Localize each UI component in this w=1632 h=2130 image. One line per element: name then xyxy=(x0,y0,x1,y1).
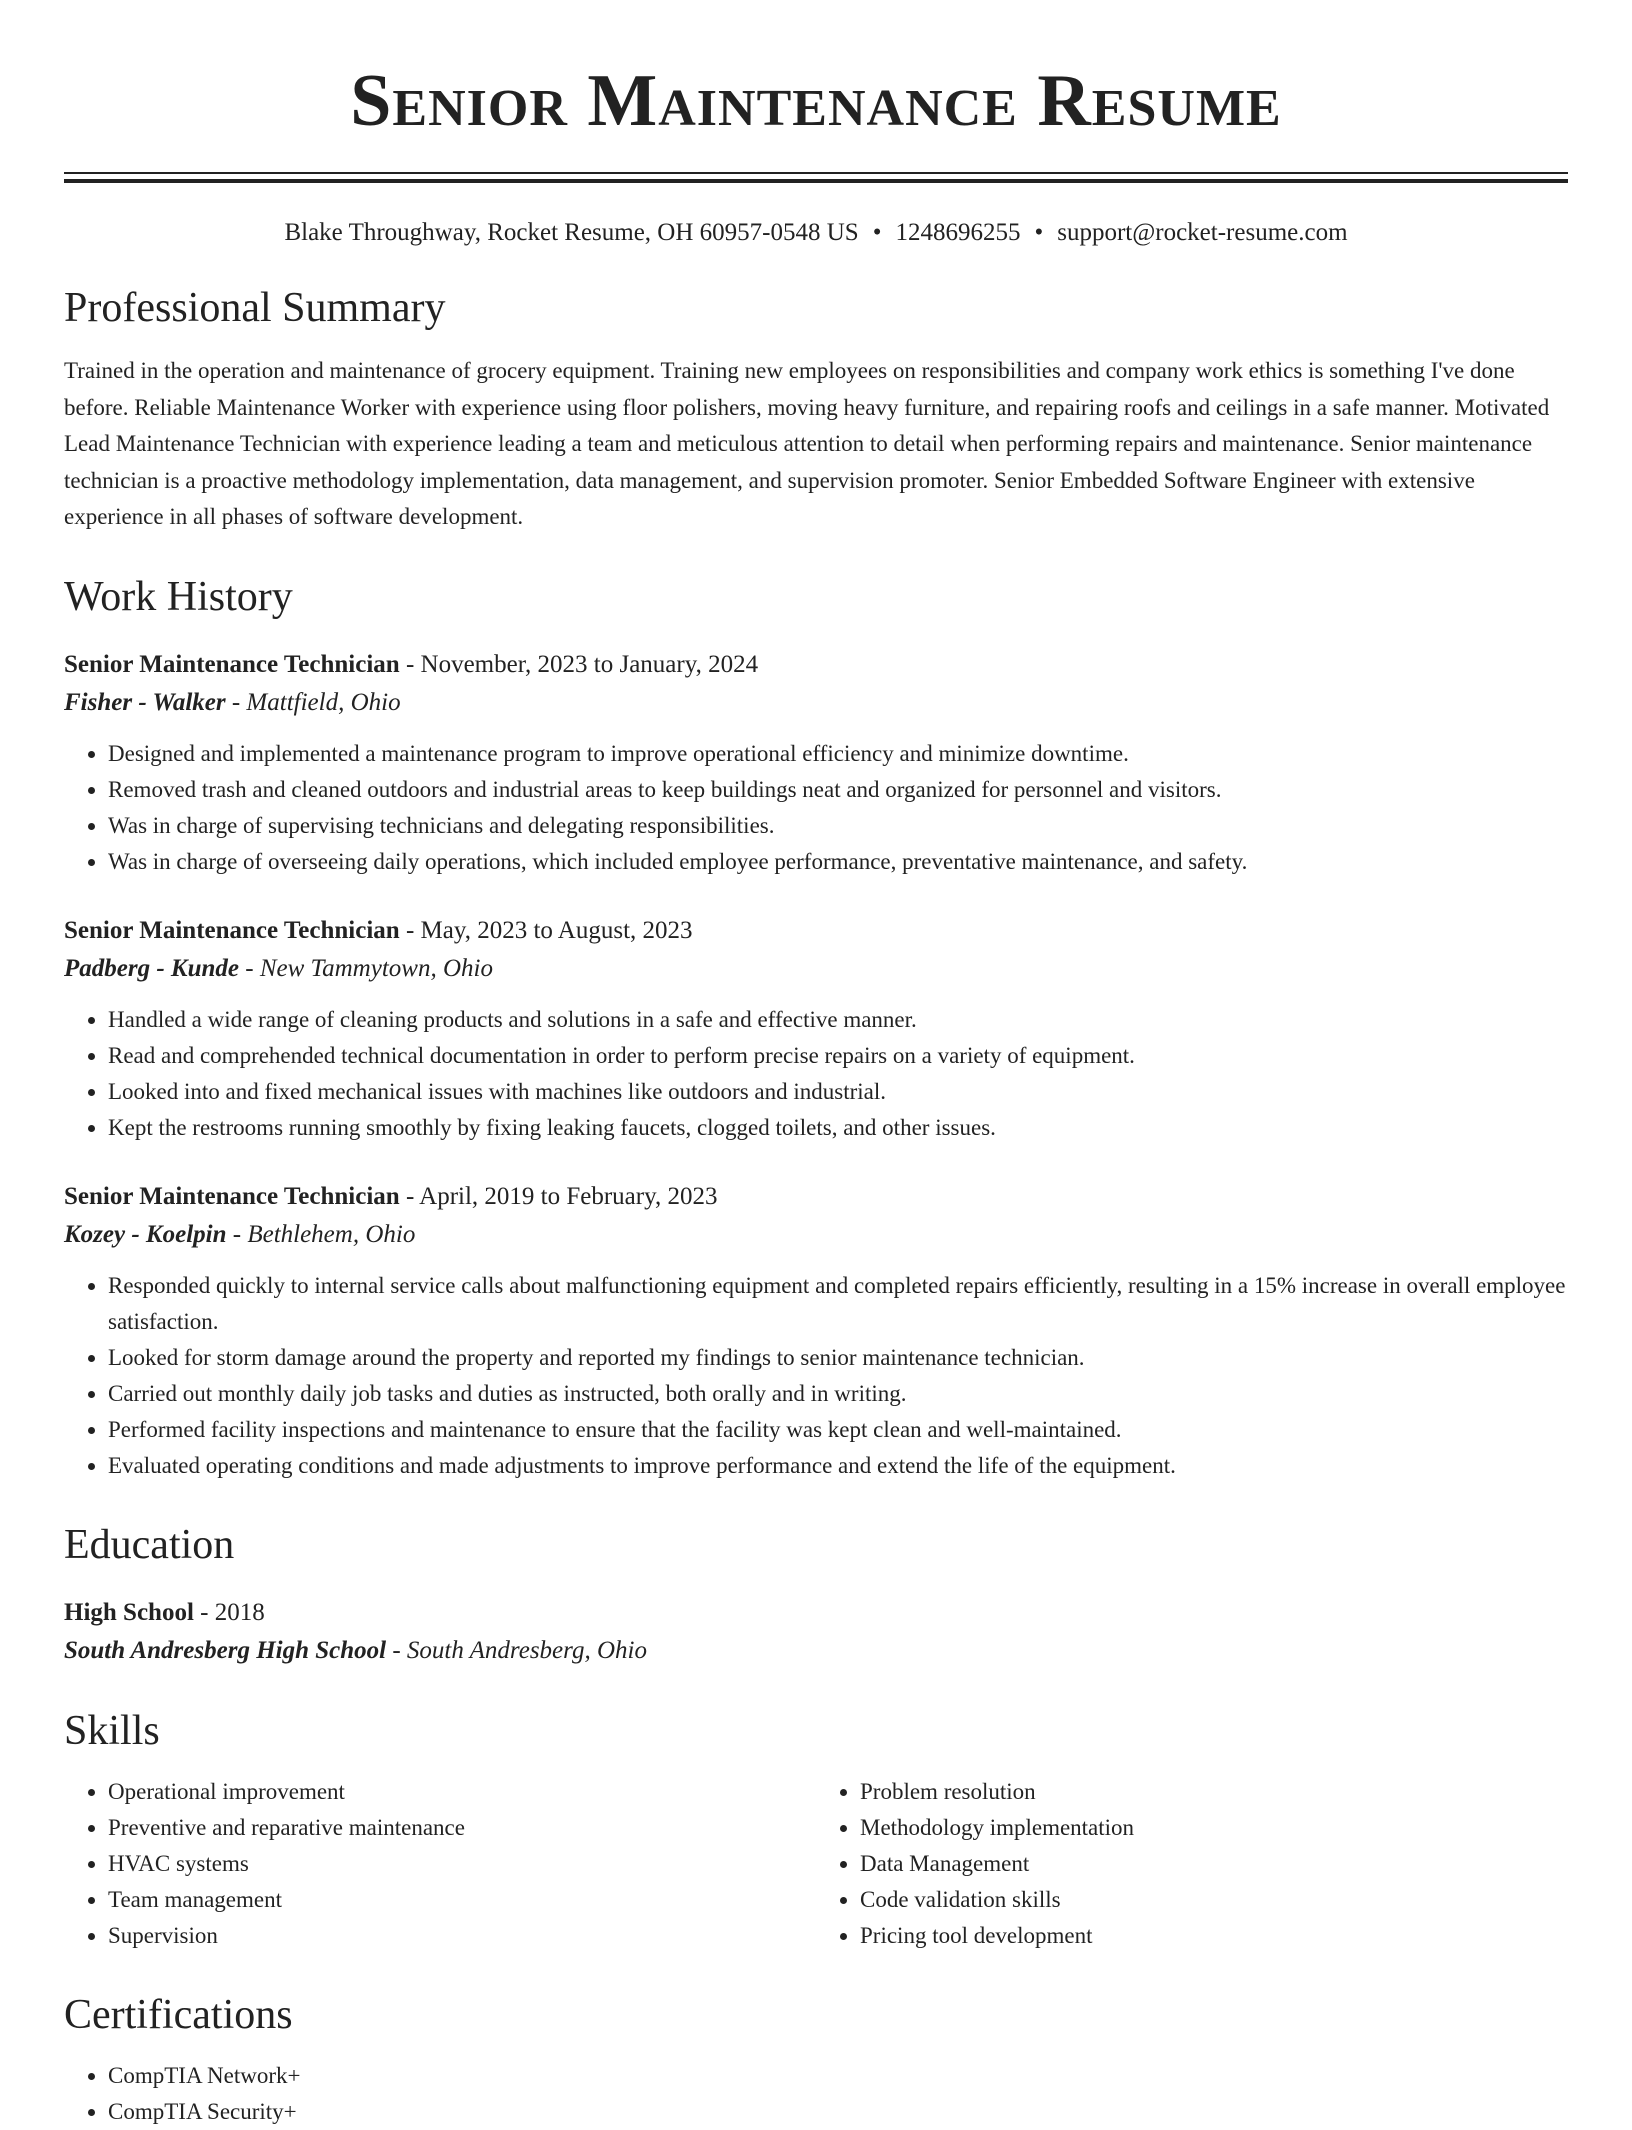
certification-item: • CompTIA Security+ xyxy=(108,2094,1568,2130)
job-title-line xyxy=(64,646,1568,684)
employer-location: - Bethlehem, Ohio xyxy=(226,1220,416,1248)
job-dates: - May, 2023 to August, 2023 xyxy=(399,916,693,944)
job-title-line xyxy=(64,912,1568,950)
skill-item: • Problem resolution xyxy=(860,1774,1568,1810)
skills-list-right xyxy=(816,1774,1568,1954)
employer-name: Kozey - Koelpin xyxy=(64,1220,227,1248)
skill-item: • Operational improvement xyxy=(108,1774,816,1810)
contact-address: Blake Throughway, Rocket Resume, OH 60957-0548 US xyxy=(284,219,859,246)
contact-phone: 1248696255 xyxy=(895,219,1021,246)
job-duty: • Removed trash and cleaned outdoors and industrial areas to keep buildings neat and organized for personnel and visitors. xyxy=(108,772,1568,808)
employer-location: - Mattfield, Ohio xyxy=(225,688,401,716)
job-duties-list xyxy=(64,1002,1568,1146)
job-entry xyxy=(64,1178,1568,1484)
job-title: Senior Maintenance Technician xyxy=(64,916,400,944)
job-title: Senior Maintenance Technician xyxy=(64,1182,400,1210)
job-duty: • Handled a wide range of cleaning products and solutions in a safe and effective manner. xyxy=(108,1002,1568,1038)
resume-title: Senior Maintenance Resume xyxy=(350,60,1282,142)
contact-email: support@rocket-resume.com xyxy=(1057,219,1348,246)
job-duty: • Looked for storm damage around the property and reported my findings to senior maintenance technician. xyxy=(108,1340,1568,1376)
job-duty: • Responded quickly to internal service calls about malfunctioning equipment and completed repairs efficiently, resulting in a 15% increase in overall employee satisfaction. xyxy=(108,1268,1568,1340)
job-duty: • Read and comprehended technical documentation in order to perform precise repairs on a variety of equipment. xyxy=(108,1038,1568,1074)
skill-item: • Team management xyxy=(108,1882,816,1918)
skill-item: • Methodology implementation xyxy=(860,1810,1568,1846)
work-history-heading: Work History xyxy=(64,573,293,620)
degree: High School xyxy=(64,1599,194,1627)
job-entry xyxy=(64,646,1568,880)
summary-text: Trained in the operation and maintenance of grocery equipment. Training new employees on responsibilities and company work ethics is something I've done before. Reliable Maintenance Worker with experience using floor polishers, moving heavy furniture, and repairing roofs and ceilings in a safe manner. Motivated Lead Maintenance Technician with experience leading a team and meticulous attention to detail when performing repairs and maintenance. Senior maintenance technician is a proactive methodology implementation, data management, and supervision promoter. Senior Embedded Software Engineer with extensive experience in all phases of software development. xyxy=(64,358,1550,530)
education-entry xyxy=(64,1594,1568,1670)
employer-location: - New Tammytown, Ohio xyxy=(239,954,493,982)
school-line xyxy=(64,1632,1568,1670)
employer-name: Fisher - Walker xyxy=(64,688,226,716)
contact-separator: • xyxy=(1034,219,1044,246)
employer-line xyxy=(64,684,1568,722)
resume-page xyxy=(64,0,1568,2130)
contact-separator: • xyxy=(872,219,882,246)
contact-line xyxy=(64,219,1568,247)
job-duty: • Designed and implemented a maintenance program to improve operational efficiency and minimize downtime. xyxy=(108,736,1568,772)
job-duty: • Evaluated operating conditions and made adjustments to improve performance and extend the life of the equipment. xyxy=(108,1448,1568,1484)
job-dates: - April, 2019 to February, 2023 xyxy=(399,1182,718,1210)
degree-line xyxy=(64,1594,1568,1632)
skill-item: • Preventive and reparative maintenance xyxy=(108,1810,816,1846)
job-duties-list xyxy=(64,736,1568,880)
job-duty: • Looked into and fixed mechanical issues with machines like outdoors and industrial. xyxy=(108,1074,1568,1110)
job-duty: • Kept the restrooms running smoothly by fixing leaking faucets, clogged toilets, and other issues. xyxy=(108,1110,1568,1146)
skill-item: • Supervision xyxy=(108,1918,816,1954)
graduation-year: - 2018 xyxy=(193,1599,265,1627)
skills-list-left xyxy=(64,1774,816,1954)
title-divider xyxy=(64,172,1568,183)
summary-heading: Professional Summary xyxy=(64,285,446,331)
certification-item: • CompTIA Network+ xyxy=(108,2058,1568,2094)
job-duty: • Carried out monthly daily job tasks and duties as instructed, both orally and in writing. xyxy=(108,1376,1568,1412)
job-duty: • Performed facility inspections and maintenance to ensure that the facility was kept clean and well-maintained. xyxy=(108,1412,1568,1448)
skill-item: • HVAC systems xyxy=(108,1846,816,1882)
skills-columns xyxy=(64,1774,1568,1954)
skill-item: • Pricing tool development xyxy=(860,1918,1568,1954)
education-heading: Education xyxy=(64,1521,235,1568)
job-entry xyxy=(64,912,1568,1146)
employer-line xyxy=(64,950,1568,988)
job-title-line xyxy=(64,1178,1568,1216)
job-title: Senior Maintenance Technician xyxy=(64,650,400,678)
school-name: South Andresberg High School xyxy=(64,1637,387,1665)
certifications-list xyxy=(64,2058,1568,2130)
skill-item: • Code validation skills xyxy=(860,1882,1568,1918)
employer-name: Padberg - Kunde xyxy=(64,954,239,982)
skills-heading: Skills xyxy=(64,1708,160,1755)
certifications-heading: Certifications xyxy=(64,1992,293,2039)
school-location: - South Andresberg, Ohio xyxy=(386,1637,647,1665)
employer-line xyxy=(64,1216,1568,1254)
job-duties-list xyxy=(64,1268,1568,1484)
job-duty: • Was in charge of overseeing daily operations, which included employee performance, preventative maintenance, and safety. xyxy=(108,844,1568,880)
job-duty: • Was in charge of supervising technicians and delegating responsibilities. xyxy=(108,808,1568,844)
job-dates: - November, 2023 to January, 2024 xyxy=(399,650,759,678)
skill-item: • Data Management xyxy=(860,1846,1568,1882)
